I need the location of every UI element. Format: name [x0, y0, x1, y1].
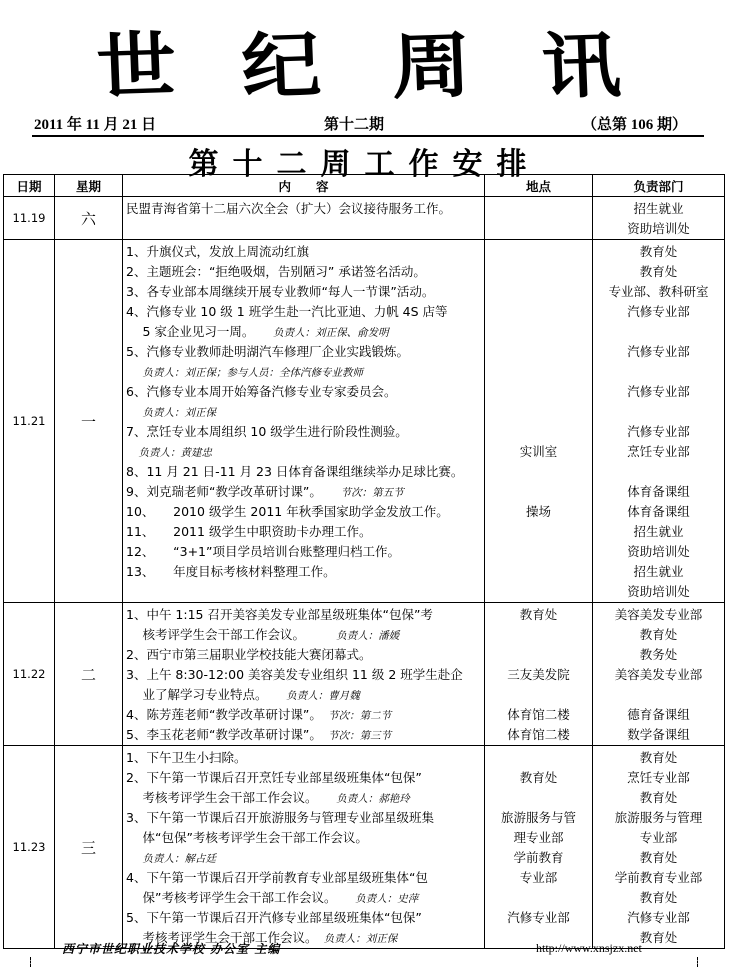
dept-line: 资助培训处 [627, 221, 690, 236]
row-date: 11.22 [4, 603, 55, 746]
dept-line: 专业部、教科研室 [608, 284, 709, 299]
header-place: 地点 [485, 175, 593, 197]
dept-line: 教育处 [639, 244, 678, 259]
place-line [485, 788, 592, 808]
table-header-row [4, 175, 725, 197]
header-content: 内 容 [123, 175, 485, 197]
place-line [485, 282, 592, 302]
place-line [485, 482, 592, 502]
issue-period: 第十二期 [324, 117, 385, 133]
masthead-char-4: 讯 [540, 21, 623, 110]
dept-line: 教育处 [639, 890, 678, 905]
content-line [126, 402, 482, 422]
content-line: 5、汽修专业教师赴明湖汽车修理厂企业实践锻炼。 [126, 344, 409, 359]
dept-line: 体育备课组 [627, 484, 690, 499]
dept-line: 烹饪专业部 [627, 444, 690, 459]
content-line: 6、汽修专业本周开始筹备汽修专业专家委员会。 [126, 384, 397, 399]
dept-line: 教务处 [639, 647, 678, 662]
content-line: 体“包保”考核考评学生会干部工作会议。 [126, 830, 368, 845]
dept-line: 教育处 [639, 850, 678, 865]
header-weekday: 星期 [55, 175, 123, 197]
content-line: 5、李玉花老师“教学改革研讨课”。 节次：第三节 [126, 727, 392, 742]
row-content [123, 746, 485, 949]
content-line: 5 家企业见习一周。 负责人：刘正保、俞发明 [126, 324, 389, 339]
dept-line: 体育备课组 [627, 504, 690, 519]
row-content [123, 603, 485, 746]
footer-editor: 西宁市世纪职业技术学校 办公室 主编 [62, 942, 281, 956]
place-line: 教育处 [519, 607, 558, 622]
dept-line: 资助培训处 [627, 584, 690, 599]
place-line [485, 562, 592, 582]
place-line: 三友美发院 [507, 667, 570, 682]
row-weekday: 一 [55, 240, 123, 603]
responsible-note: 负责人：史萍 [355, 893, 419, 905]
place-line [485, 402, 592, 422]
masthead [0, 8, 729, 110]
responsible-note: 负责人：刘正保 [323, 933, 398, 945]
place-line [485, 542, 592, 562]
row-date: 11.19 [4, 197, 55, 240]
content-line: 8、11 月 21 日-11 月 23 日体育备课组继续举办足球比赛。 [126, 464, 464, 479]
content-line: 11、 2011 级学生中职资助卡办理工作。 [126, 524, 372, 539]
dept-line: 数学备课组 [627, 727, 690, 742]
dept-line: 教育处 [639, 930, 678, 945]
dept-line: 旅游服务与管理 [614, 810, 703, 825]
content-line [126, 362, 482, 382]
responsible-note: 负责人：郝艳玲 [336, 793, 410, 805]
content-line: 10、 2010 级学生 2011 年秋季国家助学金发放工作。 [126, 504, 449, 519]
content-line [126, 848, 482, 868]
responsible-note: 负责人：解占廷 [142, 853, 216, 865]
content-line: 1、升旗仪式，发放上周流动红旗 [126, 244, 309, 259]
content-line: 4、下午第一节课后召开学前教育专业部星级班集体“包 [126, 870, 428, 885]
dept-line: 招生就业 [633, 564, 684, 579]
place-line: 汽修专业部 [507, 910, 570, 925]
issue-divider [32, 135, 704, 137]
content-line: 5、下午第一节课后召开汽修专业部星级班集体“包保” [126, 910, 422, 925]
place-line [485, 262, 592, 282]
schedule-title: 第十二周工作安排 [188, 147, 541, 182]
dept-line: 汽修专业部 [627, 384, 690, 399]
dept-line: 汽修专业部 [627, 344, 690, 359]
masthead-char-1: 世 [95, 21, 178, 110]
footer-url: http://www.xnsjzx.net [536, 941, 642, 955]
place-line: 专业部 [519, 870, 558, 885]
row-weekday: 二 [55, 603, 123, 746]
place-line [485, 382, 592, 402]
content-line: 13、 年度目标考核材料整理工作。 [126, 564, 336, 579]
place-line [485, 888, 592, 908]
content-line: 业了解学习专业特点。 负责人：曹月魏 [126, 687, 360, 702]
responsible-note: 负责人：曹月魏 [286, 690, 360, 702]
row-place [485, 240, 593, 603]
responsible-note: 负责人：刘正保 [142, 407, 216, 419]
content-line: 核考评学生会干部工作会议。 负责人：潘媛 [126, 627, 400, 642]
content-line: 2、西宁市第三届职业学校技能大赛闭幕式。 [126, 647, 372, 662]
place-line [485, 582, 592, 602]
place-line: 学前教育 [513, 850, 564, 865]
row-place [485, 603, 593, 746]
table-row [4, 197, 725, 240]
place-line: 旅游服务与管 [500, 810, 576, 825]
place-line [485, 522, 592, 542]
issue-total: （总第 106 期） [582, 117, 688, 133]
place-line [485, 645, 592, 665]
content-line: 2、主题班会：“拒绝吸烟，告别陋习” 承诺签名活动。 [126, 264, 426, 279]
content-line: 4、汽修专业 10 级 1 班学生赴一汽比亚迪、力帆 4S 店等 [126, 304, 448, 319]
content-line: 7、烹饪专业本周组织 10 级学生进行阶段性测验。 [126, 424, 408, 439]
dept-line: 教育处 [639, 627, 678, 642]
dept-line: 德育备课组 [627, 707, 690, 722]
content-line: 9、刘克瑞老师“教学改革研讨课”。 节次：第五节 [126, 484, 404, 499]
place-line [485, 748, 592, 768]
row-content [123, 240, 485, 603]
place-line [485, 199, 592, 219]
schedule-table [3, 174, 725, 949]
table-row [4, 746, 725, 949]
issue-info [34, 113, 704, 135]
responsible-note: 节次：第三节 [328, 730, 392, 742]
responsible-note: 负责人：刘正保、俞发明 [273, 327, 389, 339]
responsible-note: 负责人：刘正保；参与人员：全体汽修专业教师 [142, 367, 363, 379]
row-date: 11.21 [4, 240, 55, 603]
place-line: 操场 [525, 504, 551, 519]
dept-line [593, 322, 724, 342]
content-line: 1、中午 1:15 召开美容美发专业部星级班集体“包保”考 [126, 607, 433, 622]
place-line: 教育处 [519, 770, 558, 785]
row-content [123, 197, 485, 240]
content-line: 3、各专业部本周继续开展专业教师“每人一节课”活动。 [126, 284, 435, 299]
dept-line: 教育处 [639, 750, 678, 765]
dept-line: 资助培训处 [627, 544, 690, 559]
dept-line: 招生就业 [633, 524, 684, 539]
dept-line [593, 462, 724, 482]
row-dept [593, 603, 725, 746]
dept-line: 招生就业 [633, 201, 684, 216]
dept-line: 汽修专业部 [627, 910, 690, 925]
masthead-char-2: 纪 [240, 21, 323, 110]
responsible-note: 负责人：黄建忠 [138, 447, 213, 459]
dept-line: 教育处 [639, 264, 678, 279]
dept-line [593, 402, 724, 422]
right-cut-mark [697, 957, 698, 967]
content-line: 2、下午第一节课后召开烹饪专业部星级班集体“包保” [126, 770, 422, 785]
content-line: 民盟青海省第十二届六次全会（扩大）会议接待服务工作。 [126, 201, 452, 216]
content-line: 4、陈芳莲老师“教学改革研讨课”。 节次：第二节 [126, 707, 392, 722]
header-dept: 负责部门 [593, 175, 725, 197]
place-line: 体育馆二楼 [507, 727, 570, 742]
dept-line: 烹饪专业部 [627, 770, 690, 785]
dept-line: 汽修专业部 [627, 424, 690, 439]
responsible-note: 节次：第二节 [328, 710, 392, 722]
place-line [485, 302, 592, 322]
header-date: 日期 [4, 175, 55, 197]
place-line [485, 462, 592, 482]
dept-line: 专业部 [639, 830, 678, 845]
dept-line: 学前教育专业部 [614, 870, 703, 885]
responsible-note: 节次：第五节 [340, 487, 404, 499]
content-line: 3、上午 8:30-12:00 美容美发专业组织 11 级 2 班学生赴企 [126, 667, 463, 682]
row-weekday: 三 [55, 746, 123, 949]
dept-line: 教育处 [639, 790, 678, 805]
content-line: 保”考核考评学生会干部工作会议。 负责人：史萍 [126, 890, 419, 905]
row-dept [593, 746, 725, 949]
content-line: 考核考评学生会干部工作会议。 负责人：刘正保 [126, 930, 398, 945]
dept-line: 美容美发专业部 [614, 607, 703, 622]
masthead-char-3: 周 [390, 21, 473, 110]
content-line: 3、下午第一节课后召开旅游服务与管理专业部星级班集 [126, 810, 434, 825]
place-line [485, 625, 592, 645]
dept-line [593, 362, 724, 382]
place-line [485, 242, 592, 262]
row-place [485, 746, 593, 949]
place-line: 体育馆二楼 [507, 707, 570, 722]
place-line [485, 422, 592, 442]
place-line [485, 362, 592, 382]
content-line: 12、 “3+1”项目学员培训台账整理归档工作。 [126, 544, 400, 559]
dept-line: 汽修专业部 [627, 304, 690, 319]
place-line [485, 322, 592, 342]
place-line [485, 685, 592, 705]
row-date: 11.23 [4, 746, 55, 949]
content-line [126, 442, 482, 462]
row-place [485, 197, 593, 240]
table-row [4, 240, 725, 603]
row-dept [593, 240, 725, 603]
responsible-note: 负责人：潘媛 [336, 630, 400, 642]
dept-line [593, 685, 724, 705]
row-dept [593, 197, 725, 240]
place-line: 理专业部 [513, 830, 564, 845]
table-row [4, 603, 725, 746]
issue-date: 2011 年 11 月 21 日 [34, 117, 157, 133]
content-line: 考核考评学生会干部工作会议。 负责人：郝艳玲 [126, 790, 410, 805]
dept-line: 美容美发专业部 [614, 667, 703, 682]
place-line [485, 342, 592, 362]
row-weekday: 六 [55, 197, 123, 240]
place-line: 实训室 [519, 444, 558, 459]
content-line: 1、下午卫生小扫除。 [126, 750, 247, 765]
left-cut-mark [30, 957, 31, 967]
